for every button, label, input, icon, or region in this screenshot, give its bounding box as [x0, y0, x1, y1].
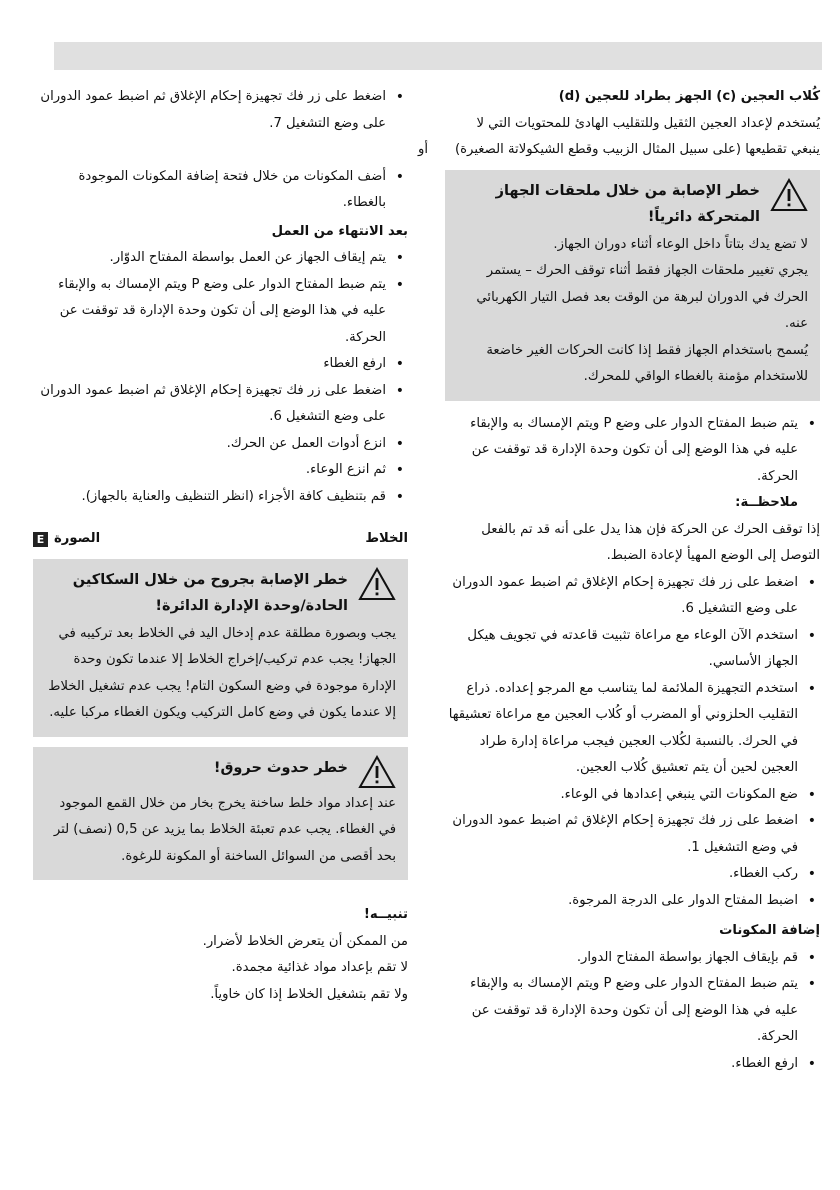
warning-line: يُسمح باستخدام الجهاز فقط إذا كانت الحركات الغير خاضعة للاستخدام مؤمنة بالغطاء الواقي للمحرك.: [486, 342, 808, 384]
list-item: • اضغط على زر فك تجهيزة إحكام الإغلاق ثم اضبط عمود الدوران على وضع التشغيل 6.: [445, 570, 820, 623]
list-item: • يتم ضبط المفتاح الدوار على وضع P ويتم الإمساك به والإبقاء عليه في هذا الوضع إلى أن تكون وحدة الإدارة قد توقفت عن الحركة.: [33, 272, 408, 352]
warning-title: خطر الإصابة بجروح من خلال السكاكين الحادة/وحدة الإدارة الدائرة!: [72, 571, 348, 614]
list-item: • اضغط على زر فك تجهيزة إحكام الإغلاق ثم اضبط عمود الدوران على وضع التشغيل 7.: [33, 84, 408, 137]
warning-box-burns: [33, 747, 408, 881]
figure-label: الصورة: [54, 531, 101, 546]
caution-heading: تنبيــه!: [363, 907, 408, 922]
warning-body: عند إعداد مواد خلط ساخنة يخرج بخار من خلال القمع الموجود في الغطاء. يجب عدم تعبئة الخلاط بما يزيد عن 0,5 (نصف) لتر بحد أقصى من السوائل الساخنة أو المكونة للرغوة.: [53, 795, 396, 864]
mixer-heading: الخلاط: [365, 531, 408, 546]
or-label: أو: [417, 142, 428, 157]
caution-line: من الممكن أن يتعرض الخلاط لأضرار.: [202, 933, 408, 949]
warning-title: خطر حدوث حروق!: [213, 759, 348, 776]
list-item: • ركب الغطاء.: [445, 861, 820, 888]
warning-title: خطر الإصابة من خلال ملحقات الجهاز المتحركة دائرياً!: [495, 182, 760, 225]
list-item: • اضغط على زر فك تجهيزة إحكام الإغلاق ثم اضبط عمود الدوران في وضع التشغيل 1.: [445, 808, 820, 861]
right-column: [445, 84, 820, 1077]
list-item: • اضغط على زر فك تجهيزة إحكام الإغلاق ثم اضبط عمود الدوران على وضع التشغيل 6.: [33, 378, 408, 431]
note-text: إذا توقف الحرك عن الحركة فإن هذا يدل على أنه قد تم بالفعل التوصل إلى الوضع المهيأ لإعادة الضبط.: [481, 521, 820, 563]
list-item: • انزع أدوات العمل عن الحرك.: [33, 431, 408, 458]
after-work-heading: بعد الانتهاء من العمل: [271, 223, 408, 239]
header-bar: [54, 42, 822, 70]
warning-body: يجب وبصورة مطلقة عدم إدخال اليد في الخلاط بعد تركيبه في الجهاز! يجب عدم تركيب/إخراج الخلاط إلا عندما تكون وحدة الإدارة موجودة في وضع السكون التام! يجب عدم تشغيل الخلاط إلا عندما يكون في وضع كامل التركيب ويكون الغطاء مركبا عليه.: [48, 625, 396, 720]
instruction-list: [33, 164, 408, 217]
list-item: • استخدم التجهيزة الملائمة لما يتناسب مع المرجو إعداده. ذراع التقليب الحلزوني أو المضرب أو كُلاب العجين مع مراعاة تعشيقها في الحرك. بالنسبة لكُلاب العجين فيجب مراعاة إدارة طراد العجين لحين أن يتم تعشيق كُلاب العجين.: [445, 676, 820, 782]
add-ingredients-heading: إضافة المكونات: [719, 923, 820, 938]
instruction-list: [445, 411, 820, 491]
warning-line: يجري تغيير ملحقات الجهاز فقط أثناء توقف الحرك – يستمر الحرك في الدوران لبرهة من الوقت بعد فصل التيار الكهربائي عنه.: [476, 263, 808, 331]
instruction-list: [33, 84, 408, 137]
instruction-list: [33, 245, 408, 510]
warning-box-rotating: [445, 170, 820, 401]
warning-triangle-icon: [770, 178, 808, 212]
warning-box-knives: [33, 559, 408, 737]
list-item: • يتم ضبط المفتاح الدوار على وضع P ويتم الإمساك به والإبقاء عليه في هذا الوضع إلى أن تكون وحدة الإدارة قد توقفت عن الحركة.: [445, 411, 820, 491]
left-column: [33, 84, 428, 1008]
caution-line: ولا تقم بتشغيل الخلاط إذا كان خاوياً.: [210, 986, 408, 1002]
note-label: ملاحظــة:: [735, 495, 798, 510]
list-item: • قم بإيقاف الجهاز بواسطة المفتاح الدوار.: [445, 945, 820, 972]
list-item: • يتم إيقاف الجهاز عن العمل بواسطة المفتاح الدوّار.: [33, 245, 408, 272]
warning-line: لا تضع يدك بتاتاً داخل الوعاء أثناء دوران الجهاز.: [553, 236, 808, 252]
instruction-list: [445, 945, 820, 1078]
list-item: • يتم ضبط المفتاح الدوار على وضع P ويتم الإمساك به والإبقاء عليه في هذا الوضع إلى أن تكون وحدة الإدارة قد توقفت عن الحركة.: [445, 971, 820, 1051]
list-item: • اضبط المفتاح الدوار على الدرجة المرجوة.: [445, 888, 820, 915]
list-item: • قم بتنظيف كافة الأجزاء (انظر التنظيف والعناية بالجهاز).: [33, 484, 408, 511]
instruction-list: [445, 570, 820, 915]
dough-hook-heading: كُلاب العجين (c) الجهز بطراد للعجين (d): [558, 89, 820, 104]
caution-line: لا تقم بإعداد مواد غذائية مجمدة.: [231, 960, 408, 975]
dough-hook-intro: يُستخدم لإعداد العجين الثقيل وللتقليب الهادئ للمحتويات التي لا ينبغي تقطيعها (على سبيل المثال الزبيب وقطع الشيكولاتة الصغيرة): [454, 115, 820, 157]
figure-badge: E: [33, 532, 48, 547]
list-item: • ضع المكونات التي ينبغي إعدادها في الوعاء.: [445, 782, 820, 809]
list-item: • استخدم الآن الوعاء مع مراعاة تثبيت قاعدته في تجويف هيكل الجهاز الأساسي.: [445, 623, 820, 676]
warning-triangle-icon: [358, 755, 396, 789]
warning-triangle-icon: [358, 567, 396, 601]
list-item: • أضف المكونات من خلال فتحة إضافة المكونات الموجودة بالغطاء.: [33, 164, 408, 217]
mixer-heading-row: [33, 526, 408, 553]
figure-reference: [33, 526, 100, 553]
list-item: • ارفع الغطاء: [33, 351, 408, 378]
list-item: • ارفع الغطاء.: [445, 1051, 820, 1078]
list-item: • ثم انزع الوعاء.: [33, 457, 408, 484]
